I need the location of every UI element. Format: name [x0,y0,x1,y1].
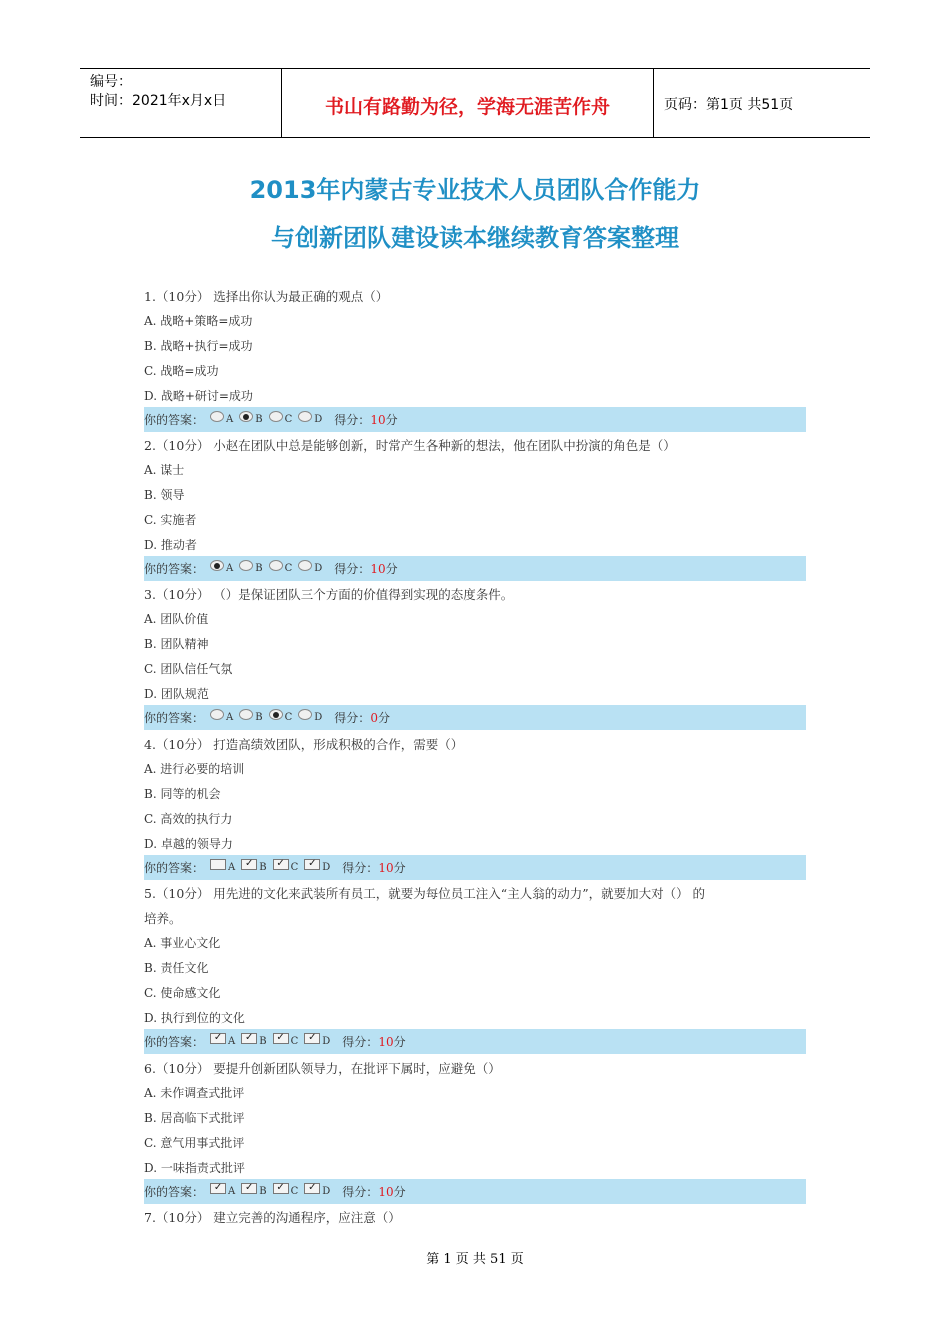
checkbox-checked[interactable]: ✓ [273,859,289,870]
answer-choice[interactable] [239,712,264,723]
answer-option: A. 未作调查式批评 [144,1086,245,1100]
choice-letter: D [314,563,323,574]
answer-option: B. 责任文化 [144,961,209,975]
answer-option: A. 事业心文化 [144,936,221,950]
radio-button[interactable] [269,709,283,720]
header-page-info: 页码：第1页 共51页 [664,97,794,113]
radio-button[interactable] [298,560,312,571]
answer-option: D. 执行到位的文化 [144,1011,245,1025]
number-label: 编号： [90,74,132,90]
answer-option: D. 一味指责式批评 [144,1161,245,1175]
answer-choice[interactable] [210,712,235,723]
answer-option: B. 领导 [144,488,185,502]
answer-option: C. 意气用事式批评 [144,1136,245,1150]
checkbox-checked[interactable]: ✓ [273,1033,289,1044]
choice-letter: B [255,563,263,574]
radio-button[interactable] [269,411,283,422]
answer-option: C. 使命感文化 [144,986,221,1000]
page-footer: 第 1 页 共 51 页 [426,1252,524,1267]
score-unit: 分 [393,1035,406,1049]
answer-option: D. 推动者 [144,538,197,552]
choice-letter: C [290,1036,299,1047]
choice-letter: B [259,1036,267,1047]
answer-choice[interactable] [210,563,235,574]
answer-option: B. 团队精神 [144,637,209,651]
answer-choice[interactable] [298,563,324,574]
checkbox-checked[interactable]: ✓ [241,1183,257,1194]
answer-choice[interactable] [269,712,295,723]
document-header [80,68,870,138]
answer-option: C. 实施者 [144,513,197,527]
answer-option: B. 战略+执行=成功 [144,339,253,353]
score [342,859,405,876]
answer-option: A. 谋士 [144,463,185,477]
choice-letter: B [259,1186,267,1197]
score-unit: 分 [393,861,406,875]
score [334,411,397,428]
answer-choice[interactable] [269,563,295,574]
checkbox-checked[interactable]: ✓ [241,1033,257,1044]
answer-choice[interactable] [241,1032,268,1047]
answer-label: 你的答案： [144,1185,205,1199]
radio-button[interactable] [298,411,312,422]
question-text: 4.（10分） 打造高绩效团队，形成积极的合作，需要（） [144,737,464,752]
answer-bar [144,1179,806,1204]
answer-label: 你的答案： [144,1035,205,1049]
checkbox-checked[interactable]: ✓ [210,1183,226,1194]
score-value: 10 [378,1185,394,1199]
answer-choice[interactable] [241,1182,268,1197]
score-label: 得分： [342,1185,379,1199]
answer-choice[interactable] [210,862,237,873]
choice-letter: C [290,862,299,873]
choice-letter: A [226,563,234,574]
header-motto: 书山有路勤为径，学海无涯苦作舟 [281,69,654,137]
checkbox-checked[interactable]: ✓ [304,1033,320,1044]
answer-option: A. 团队价值 [144,612,209,626]
answer-option: D. 团队规范 [144,687,209,701]
radio-button[interactable] [210,411,224,422]
score [342,1183,405,1200]
choice-letter: B [255,414,263,425]
answer-choice[interactable] [239,563,264,574]
choice-letter: A [228,862,236,873]
score-label: 得分： [334,413,371,427]
score-value: 10 [370,562,386,576]
document-title-line-2: 与创新团队建设读本继续教育答案整理 [271,224,679,252]
answer-option: A. 进行必要的培训 [144,762,245,776]
answer-bar [144,855,806,880]
score [334,560,397,577]
choice-letter: D [322,862,331,873]
radio-button[interactable] [298,709,312,720]
answer-bar [144,407,806,432]
score-unit: 分 [385,562,398,576]
answer-label: 你的答案： [144,711,205,725]
choice-letter: A [226,414,234,425]
answer-choice[interactable] [210,414,235,425]
answer-choice[interactable] [269,414,295,425]
answer-choice[interactable] [241,858,268,873]
score [334,709,390,726]
choice-letter: A [228,1036,236,1047]
answer-option: D. 战略+研讨=成功 [144,389,253,403]
answer-label: 你的答案： [144,413,205,427]
checkbox-checked[interactable]: ✓ [273,1183,289,1194]
radio-button[interactable] [239,411,253,422]
checkbox-checked[interactable]: ✓ [241,859,257,870]
score-label: 得分： [334,711,371,725]
radio-button[interactable] [269,560,283,571]
choice-letter: B [255,712,263,723]
question-text: 6.（10分） 要提升创新团队领导力，在批评下属时，应避免（） [144,1061,501,1076]
choice-letter: B [259,862,267,873]
checkbox[interactable] [210,859,226,870]
answer-choice[interactable] [298,712,324,723]
choice-letter: C [284,712,293,723]
checkbox-checked[interactable]: ✓ [304,1183,320,1194]
answer-choice[interactable] [273,1182,301,1197]
score-label: 得分： [342,861,379,875]
radio-button[interactable] [239,560,253,571]
answer-choice[interactable] [210,1182,237,1197]
answer-option: C. 高效的执行力 [144,812,233,826]
header-meta [80,69,281,137]
score-value: 10 [378,1035,394,1049]
answer-option: C. 战略=成功 [144,364,219,378]
choice-letter: D [322,1186,331,1197]
score-value: 10 [370,413,386,427]
answer-choice[interactable] [304,1182,332,1197]
answer-option: D. 卓越的领导力 [144,837,233,851]
choice-letter: C [284,563,293,574]
score-unit: 分 [393,1185,406,1199]
choice-letter: A [228,1186,236,1197]
choice-letter: D [322,1036,331,1047]
answer-choice[interactable] [273,1032,301,1047]
choice-letter: D [314,414,323,425]
time-label: 时间：2021年x月x日 [90,93,227,109]
answer-choice[interactable] [239,414,264,425]
question-text: 3.（10分） （）是保证团队三个方面的价值得到实现的态度条件。 [144,587,514,602]
question-text-continued: 培养。 [144,911,182,926]
score-unit: 分 [385,413,398,427]
answer-option: B. 同等的机会 [144,787,221,801]
answer-option: C. 团队信任气氛 [144,662,233,676]
answer-bar [144,556,806,581]
question-text: 5.（10分） 用先进的文化来武装所有员工，就要为每位员工注入“主人翁的动力”，就要加大对（） 的 [144,886,706,901]
checkbox-checked[interactable]: ✓ [304,859,320,870]
answer-label: 你的答案： [144,861,205,875]
choice-letter: A [226,712,234,723]
answer-label: 你的答案： [144,562,205,576]
choice-letter: D [314,712,323,723]
radio-button[interactable] [210,560,224,571]
score [342,1033,405,1050]
score-label: 得分： [334,562,371,576]
score-value: 0 [370,711,378,725]
checkbox-checked[interactable]: ✓ [210,1033,226,1044]
answer-choice[interactable] [304,1032,332,1047]
answer-bar [144,705,806,730]
answer-choice[interactable] [304,858,332,873]
answer-bar [144,1029,806,1054]
answer-choice[interactable] [273,858,301,873]
score-label: 得分： [342,1035,379,1049]
choice-letter: C [290,1186,299,1197]
choice-letter: C [284,414,293,425]
answer-choice[interactable] [298,414,324,425]
question-text: 7.（10分） 建立完善的沟通程序，应注意（） [144,1210,401,1225]
question-text: 2.（10分） 小赵在团队中总是能够创新，时常产生各种新的想法，他在团队中扮演的角色是（） [144,438,676,453]
score-unit: 分 [377,711,390,725]
radio-button[interactable] [239,709,253,720]
question-text: 1.（10分） 选择出你认为最正确的观点（） [144,289,389,304]
answer-option: B. 居高临下式批评 [144,1111,245,1125]
document-title-line-1: 2013年内蒙古专业技术人员团队合作能力 [249,176,701,204]
score-value: 10 [378,861,394,875]
answer-choice[interactable] [210,1032,237,1047]
radio-button[interactable] [210,709,224,720]
answer-option: A. 战略+策略=成功 [144,314,253,328]
